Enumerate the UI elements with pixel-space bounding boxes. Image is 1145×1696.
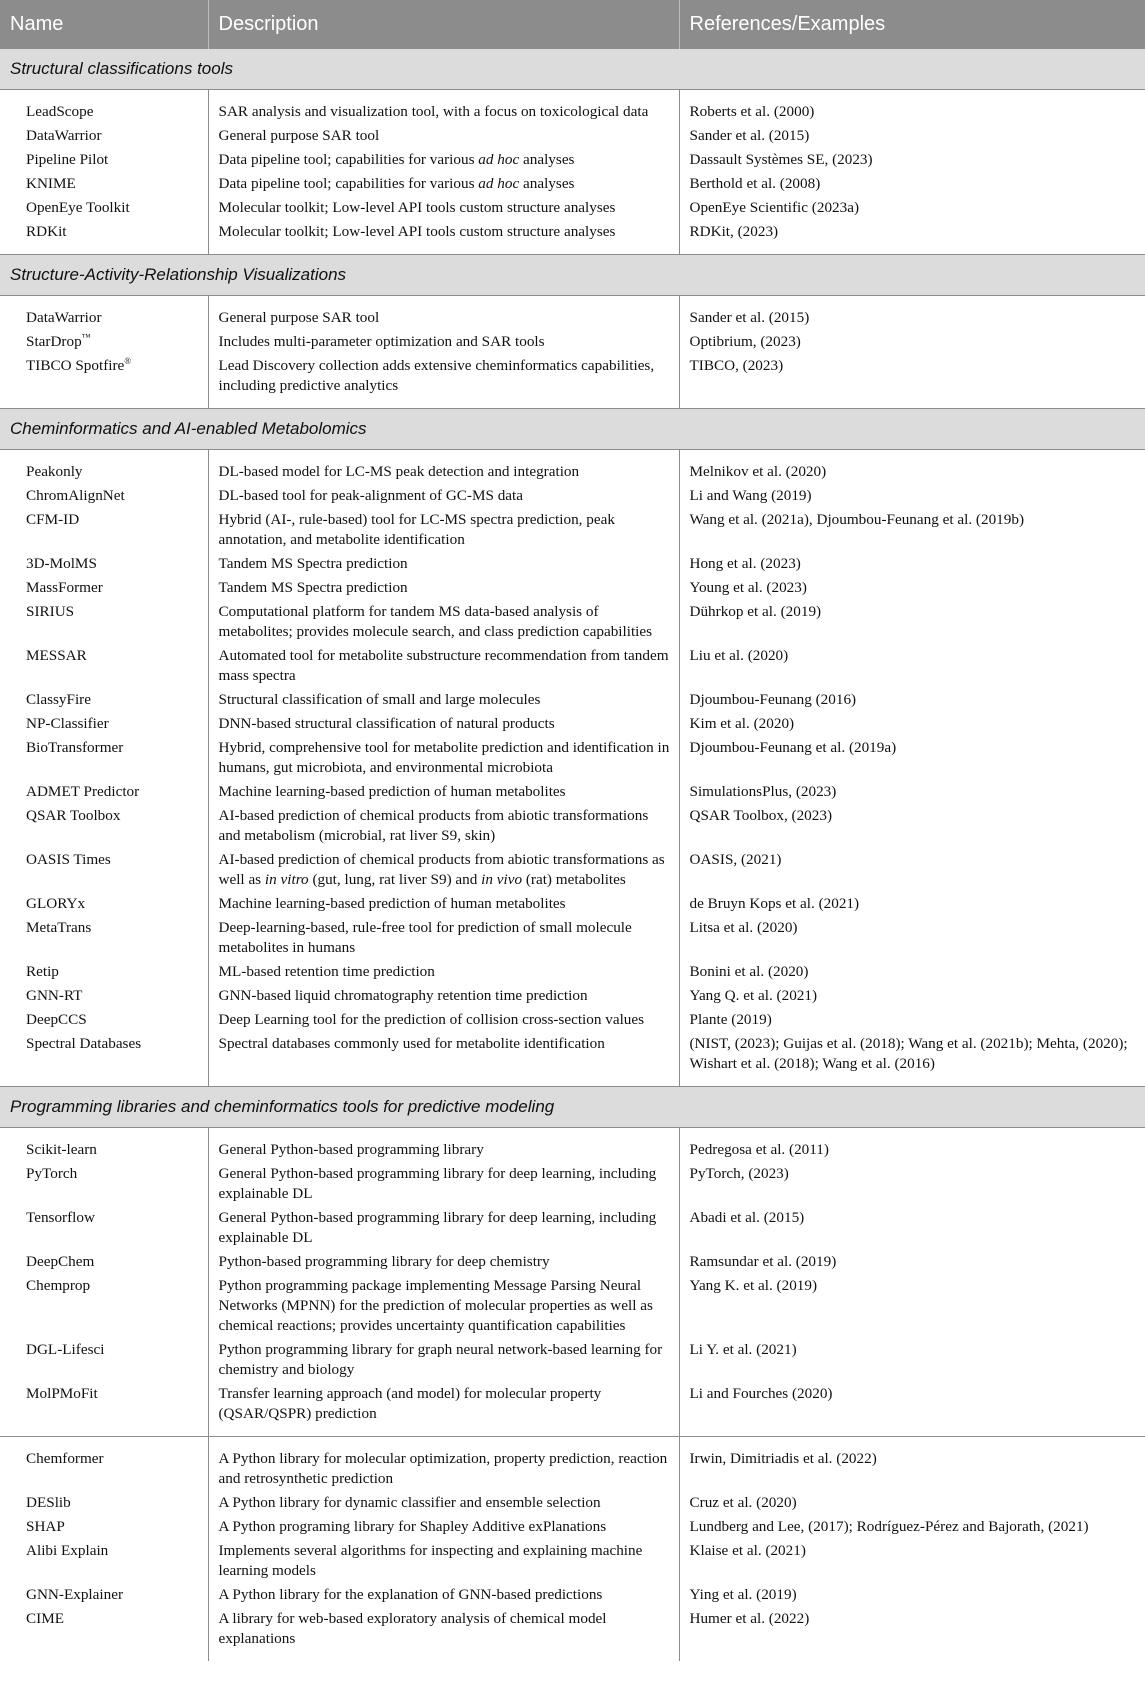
tool-description: DL-based model for LC-MS peak detection and integration xyxy=(208,450,679,486)
tool-description: Computational platform for tandem MS data-based analysis of metabolites; provides molecule search, and class prediction capabilities xyxy=(208,601,679,645)
tool-description: Molecular toolkit; Low-level API tools custom structure analyses xyxy=(208,221,679,255)
tool-reference: Djoumbou-Feunang et al. (2019a) xyxy=(679,737,1145,781)
table-row xyxy=(0,355,1145,409)
tool-reference: Roberts et al. (2000) xyxy=(679,90,1145,126)
tool-name: KNIME xyxy=(26,175,76,192)
table-row xyxy=(0,1608,1145,1661)
table-row xyxy=(0,450,1145,486)
tool-reference: Li Y. et al. (2021) xyxy=(679,1339,1145,1383)
tool-reference: Li and Fourches (2020) xyxy=(679,1383,1145,1437)
section-title: Structural classifications tools xyxy=(0,49,1145,90)
tool-description: Lead Discovery collection adds extensive cheminformatics capabilities, including predictive analytics xyxy=(208,355,679,409)
tool-reference: Dassault Systèmes SE, (2023) xyxy=(679,149,1145,173)
tool-reference: Li and Wang (2019) xyxy=(679,485,1145,509)
tool-description: Molecular toolkit; Low-level API tools custom structure analyses xyxy=(208,197,679,221)
tool-description: GNN-based liquid chromatography retention time prediction xyxy=(208,985,679,1009)
table-row xyxy=(0,221,1145,255)
tool-description: Spectral databases commonly used for metabolite identification xyxy=(208,1033,679,1087)
table-row xyxy=(0,553,1145,577)
tool-reference: Kim et al. (2020) xyxy=(679,713,1145,737)
tool-name: GNN-Explainer xyxy=(26,1586,123,1603)
tool-description: Hybrid (AI-, rule-based) tool for LC-MS spectra prediction, peak annotation, and metabolite identification xyxy=(208,509,679,553)
tool-description: Python programming library for graph neural network-based learning for chemistry and biology xyxy=(208,1339,679,1383)
tool-name: GNN-RT xyxy=(26,987,83,1004)
tool-name: NP-Classifier xyxy=(26,715,109,732)
tool-name: TIBCO Spotfire® xyxy=(26,355,132,374)
tool-reference: Dührkop et al. (2019) xyxy=(679,601,1145,645)
tool-description: Data pipeline tool; capabilities for various ad hoc analyses xyxy=(208,149,679,173)
table-row xyxy=(0,197,1145,221)
table-row xyxy=(0,1339,1145,1383)
tool-description: ML-based retention time prediction xyxy=(208,961,679,985)
tool-description: Deep-learning-based, rule-free tool for prediction of small molecule metabolites in humans xyxy=(208,917,679,961)
tool-name: GLORYx xyxy=(26,895,86,912)
tool-reference: Yang Q. et al. (2021) xyxy=(679,985,1145,1009)
table-row xyxy=(0,781,1145,805)
tool-description: Machine learning-based prediction of human metabolites xyxy=(208,893,679,917)
table-row xyxy=(0,737,1145,781)
tool-name: CFM-ID xyxy=(26,511,80,528)
tool-name: DataWarrior xyxy=(26,309,102,326)
tool-reference: Cruz et al. (2020) xyxy=(679,1492,1145,1516)
tool-reference: Liu et al. (2020) xyxy=(679,645,1145,689)
tool-description: General Python-based programming library for deep learning, including explainable DL xyxy=(208,1207,679,1251)
tool-description: Includes multi-parameter optimization and SAR tools xyxy=(208,331,679,355)
column-header-description: Description xyxy=(208,0,679,49)
table-row xyxy=(0,485,1145,509)
table-row xyxy=(0,1540,1145,1584)
table-row xyxy=(0,1437,1145,1493)
tool-name: OpenEye Toolkit xyxy=(26,199,130,216)
tool-description: DL-based tool for peak-alignment of GC-MS data xyxy=(208,485,679,509)
tool-reference: Litsa et al. (2020) xyxy=(679,917,1145,961)
tool-name: Chemprop xyxy=(26,1277,91,1294)
table-row xyxy=(0,601,1145,645)
tool-reference: Plante (2019) xyxy=(679,1009,1145,1033)
tool-description: A Python library for dynamic classifier and ensemble selection xyxy=(208,1492,679,1516)
tool-description: Data pipeline tool; capabilities for various ad hoc analyses xyxy=(208,173,679,197)
tool-description: Transfer learning approach (and model) for molecular property (QSAR/QSPR) prediction xyxy=(208,1383,679,1437)
table-row xyxy=(0,893,1145,917)
tool-description: A Python programing library for Shapley Additive exPlanations xyxy=(208,1516,679,1540)
table-row xyxy=(0,645,1145,689)
tool-name: MolPMoFit xyxy=(26,1385,98,1402)
tool-reference: Irwin, Dimitriadis et al. (2022) xyxy=(679,1437,1145,1493)
section-header-row xyxy=(0,255,1145,296)
table-row xyxy=(0,173,1145,197)
tool-name: CIME xyxy=(26,1610,64,1627)
tool-reference: PyTorch, (2023) xyxy=(679,1163,1145,1207)
tool-description: Deep Learning tool for the prediction of collision cross-section values xyxy=(208,1009,679,1033)
tool-reference: Young et al. (2023) xyxy=(679,577,1145,601)
tool-description: Python-based programming library for deep chemistry xyxy=(208,1251,679,1275)
tool-description: General Python-based programming library xyxy=(208,1128,679,1164)
tool-name: ChromAlignNet xyxy=(26,487,125,504)
tool-name: MassFormer xyxy=(26,579,103,596)
tool-reference: Lundberg and Lee, (2017); Rodríguez-Pérez and Bajorath, (2021) xyxy=(679,1516,1145,1540)
tool-description: Automated tool for metabolite substructure recommendation from tandem mass spectra xyxy=(208,645,679,689)
tool-name: SIRIUS xyxy=(26,603,75,620)
tool-description: SAR analysis and visualization tool, with a focus on toxicological data xyxy=(208,90,679,126)
tool-reference: SimulationsPlus, (2023) xyxy=(679,781,1145,805)
tool-reference: Djoumbou-Feunang (2016) xyxy=(679,689,1145,713)
tool-description: A Python library for molecular optimization, property prediction, reaction and retrosynthetic prediction xyxy=(208,1437,679,1493)
tool-reference: QSAR Toolbox, (2023) xyxy=(679,805,1145,849)
tool-name: ClassyFire xyxy=(26,691,91,708)
tool-name: Retip xyxy=(26,963,59,980)
tool-name: 3D-MolMS xyxy=(26,555,97,572)
tool-reference: TIBCO, (2023) xyxy=(679,355,1145,409)
table-row xyxy=(0,296,1145,332)
tool-description: AI-based prediction of chemical products from abiotic transformations as well as in vitro (gut, lung, rat liver S9) and in vivo (rat) metabolites xyxy=(208,849,679,893)
section-header-row xyxy=(0,49,1145,90)
tool-description: General purpose SAR tool xyxy=(208,125,679,149)
section-header-row xyxy=(0,1087,1145,1128)
table-row xyxy=(0,917,1145,961)
tool-name: Pipeline Pilot xyxy=(26,151,109,168)
tool-description: Hybrid, comprehensive tool for metabolite prediction and identification in humans, gut microbiota, and environmental microbiota xyxy=(208,737,679,781)
tool-reference: Sander et al. (2015) xyxy=(679,296,1145,332)
tool-reference: Abadi et al. (2015) xyxy=(679,1207,1145,1251)
tool-name: OASIS Times xyxy=(26,851,111,868)
table-row xyxy=(0,149,1145,173)
table-row xyxy=(0,961,1145,985)
table-row xyxy=(0,1251,1145,1275)
tool-name: LeadScope xyxy=(26,103,94,120)
tool-description: General Python-based programming library for deep learning, including explainable DL xyxy=(208,1163,679,1207)
table-row xyxy=(0,331,1145,355)
table-row xyxy=(0,1492,1145,1516)
tool-name: StarDrop™ xyxy=(26,331,91,350)
tool-reference: Wang et al. (2021a), Djoumbou-Feunang et al. (2019b) xyxy=(679,509,1145,553)
table-row xyxy=(0,689,1145,713)
tool-name: BioTransformer xyxy=(26,739,124,756)
table-row xyxy=(0,1584,1145,1608)
tool-reference: Ying et al. (2019) xyxy=(679,1584,1145,1608)
table-row xyxy=(0,1275,1145,1339)
tool-description: General purpose SAR tool xyxy=(208,296,679,332)
table-row xyxy=(0,90,1145,126)
tool-description: Implements several algorithms for inspecting and explaining machine learning models xyxy=(208,1540,679,1584)
table-row xyxy=(0,713,1145,737)
table-row xyxy=(0,509,1145,553)
column-header-references: References/Examples xyxy=(679,0,1145,49)
section-title: Programming libraries and cheminformatics tools for predictive modeling xyxy=(0,1087,1145,1128)
tool-reference: Sander et al. (2015) xyxy=(679,125,1145,149)
tool-reference: RDKit, (2023) xyxy=(679,221,1145,255)
tool-name: Spectral Databases xyxy=(26,1035,142,1052)
tool-name: Chemformer xyxy=(0,1437,208,1493)
tool-name: Peakonly xyxy=(26,463,83,480)
tool-description: Machine learning-based prediction of human metabolites xyxy=(208,781,679,805)
table-row xyxy=(0,1207,1145,1251)
table-row xyxy=(0,805,1145,849)
tool-name: RDKit xyxy=(26,223,67,240)
tool-description: AI-based prediction of chemical products from abiotic transformations and metabolism (microbial, rat liver S9, skin) xyxy=(208,805,679,849)
tool-reference: Yang K. et al. (2019) xyxy=(679,1275,1145,1339)
table-row xyxy=(0,1009,1145,1033)
tool-reference: Optibrium, (2023) xyxy=(679,331,1145,355)
tool-reference: Klaise et al. (2021) xyxy=(679,1540,1145,1584)
tool-name: ADMET Predictor xyxy=(26,783,140,800)
tool-reference: OpenEye Scientific (2023a) xyxy=(679,197,1145,221)
tool-description: Python programming package implementing Message Parsing Neural Networks (MPNN) for the prediction of molecular properties as well as chemical reactions; provides uncertainty quantification capabilities xyxy=(208,1275,679,1339)
tool-name: QSAR Toolbox xyxy=(26,807,121,824)
tool-description: Tandem MS Spectra prediction xyxy=(208,577,679,601)
tool-name: DGL-Lifesci xyxy=(26,1341,105,1358)
tool-reference: Bonini et al. (2020) xyxy=(679,961,1145,985)
section-title: Structure-Activity-Relationship Visualizations xyxy=(0,255,1145,296)
table-row xyxy=(0,1163,1145,1207)
tool-name: DESlib xyxy=(26,1494,71,1511)
tool-name: MetaTrans xyxy=(26,919,92,936)
tool-reference: de Bruyn Kops et al. (2021) xyxy=(679,893,1145,917)
tool-description: DNN-based structural classification of natural products xyxy=(208,713,679,737)
tool-name: MESSAR xyxy=(26,647,87,664)
tool-reference: Berthold et al. (2008) xyxy=(679,173,1145,197)
tool-reference: Humer et al. (2022) xyxy=(679,1608,1145,1661)
table-row xyxy=(0,577,1145,601)
column-header-name: Name xyxy=(0,0,208,49)
tool-name: Scikit-learn xyxy=(26,1141,97,1158)
table-row xyxy=(0,1128,1145,1164)
tool-reference: Pedregosa et al. (2011) xyxy=(679,1128,1145,1164)
table-row xyxy=(0,1033,1145,1087)
table-row xyxy=(0,985,1145,1009)
tool-reference: Hong et al. (2023) xyxy=(679,553,1145,577)
header-row xyxy=(0,0,1145,49)
section-header-row xyxy=(0,409,1145,450)
table-row xyxy=(0,849,1145,893)
tool-name: DeepCCS xyxy=(26,1011,87,1028)
table-row xyxy=(0,125,1145,149)
tool-name: SHAP xyxy=(26,1518,65,1535)
tool-name: DeepChem xyxy=(26,1253,95,1270)
tool-reference: OASIS, (2021) xyxy=(679,849,1145,893)
table-body xyxy=(0,49,1145,1662)
tool-description: A Python library for the explanation of GNN-based predictions xyxy=(208,1584,679,1608)
tool-description: Tandem MS Spectra prediction xyxy=(208,553,679,577)
tool-name: DataWarrior xyxy=(26,127,102,144)
tool-reference: Ramsundar et al. (2019) xyxy=(679,1251,1145,1275)
table-row xyxy=(0,1383,1145,1437)
tool-description: Structural classification of small and large molecules xyxy=(208,689,679,713)
tool-reference: Melnikov et al. (2020) xyxy=(679,450,1145,486)
tool-name: PyTorch xyxy=(26,1165,78,1182)
tool-description: A library for web-based exploratory analysis of chemical model explanations xyxy=(208,1608,679,1661)
table-row xyxy=(0,1516,1145,1540)
tool-reference: (NIST, (2023); Guijas et al. (2018); Wang et al. (2021b); Mehta, (2020); Wishart et al. (2018); Wang et al. (2016) xyxy=(679,1033,1145,1087)
tool-name: Alibi Explain xyxy=(26,1542,109,1559)
tool-name: Tensorflow xyxy=(26,1209,95,1226)
table-header xyxy=(0,0,1145,49)
section-title: Cheminformatics and AI-enabled Metabolomics xyxy=(0,409,1145,450)
